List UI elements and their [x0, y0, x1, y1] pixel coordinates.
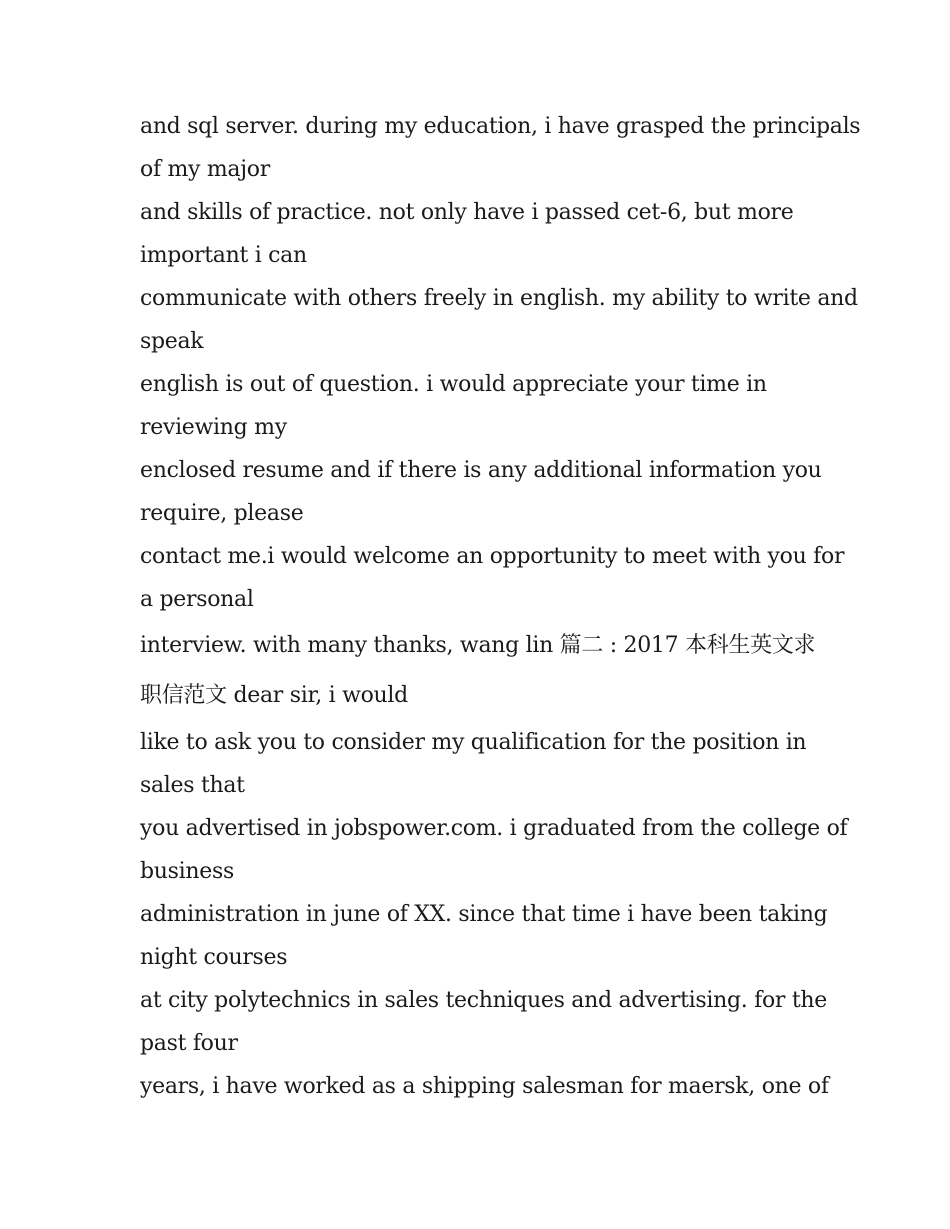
text-line: 职信范文 dear sir, i would — [140, 683, 408, 708]
text-line: english is out of question. i would appreciate your time in — [140, 372, 767, 397]
text-line: business — [140, 859, 234, 884]
text-line: enclosed resume and if there is any additional information you — [140, 458, 822, 483]
text-line: night courses — [140, 945, 288, 970]
text-line: communicate with others freely in english. my ability to write and — [140, 286, 858, 311]
text-line: and skills of practice. not only have i passed cet-6, but more — [140, 200, 794, 225]
text-line: of my major — [140, 157, 270, 182]
text-line: interview. with many thanks, wang lin 篇二 : 2017 本科生英文求 — [140, 633, 816, 658]
text-line: administration in june of XX. since that time i have been taking — [140, 902, 828, 927]
text-line: sales that — [140, 773, 245, 798]
text-line: and sql server. during my education, i have grasped the principals — [140, 114, 861, 139]
text-line: years, i have worked as a shipping salesman for maersk, one of — [140, 1074, 829, 1099]
text-line: a personal — [140, 587, 254, 612]
text-line: require, please — [140, 501, 304, 526]
text-line: like to ask you to consider my qualification for the position in — [140, 730, 807, 755]
text-line: reviewing my — [140, 415, 287, 440]
text-line: important i can — [140, 243, 307, 268]
text-line: past four — [140, 1031, 238, 1056]
body-text — [140, 105, 861, 1108]
text-line: at city polytechnics in sales techniques and advertising. for the — [140, 988, 827, 1013]
text-line: you advertised in jobspower.com. i graduated from the college of — [140, 816, 848, 841]
text-line: contact me.i would welcome an opportunity to meet with you for — [140, 544, 845, 569]
text-line: speak — [140, 329, 204, 354]
